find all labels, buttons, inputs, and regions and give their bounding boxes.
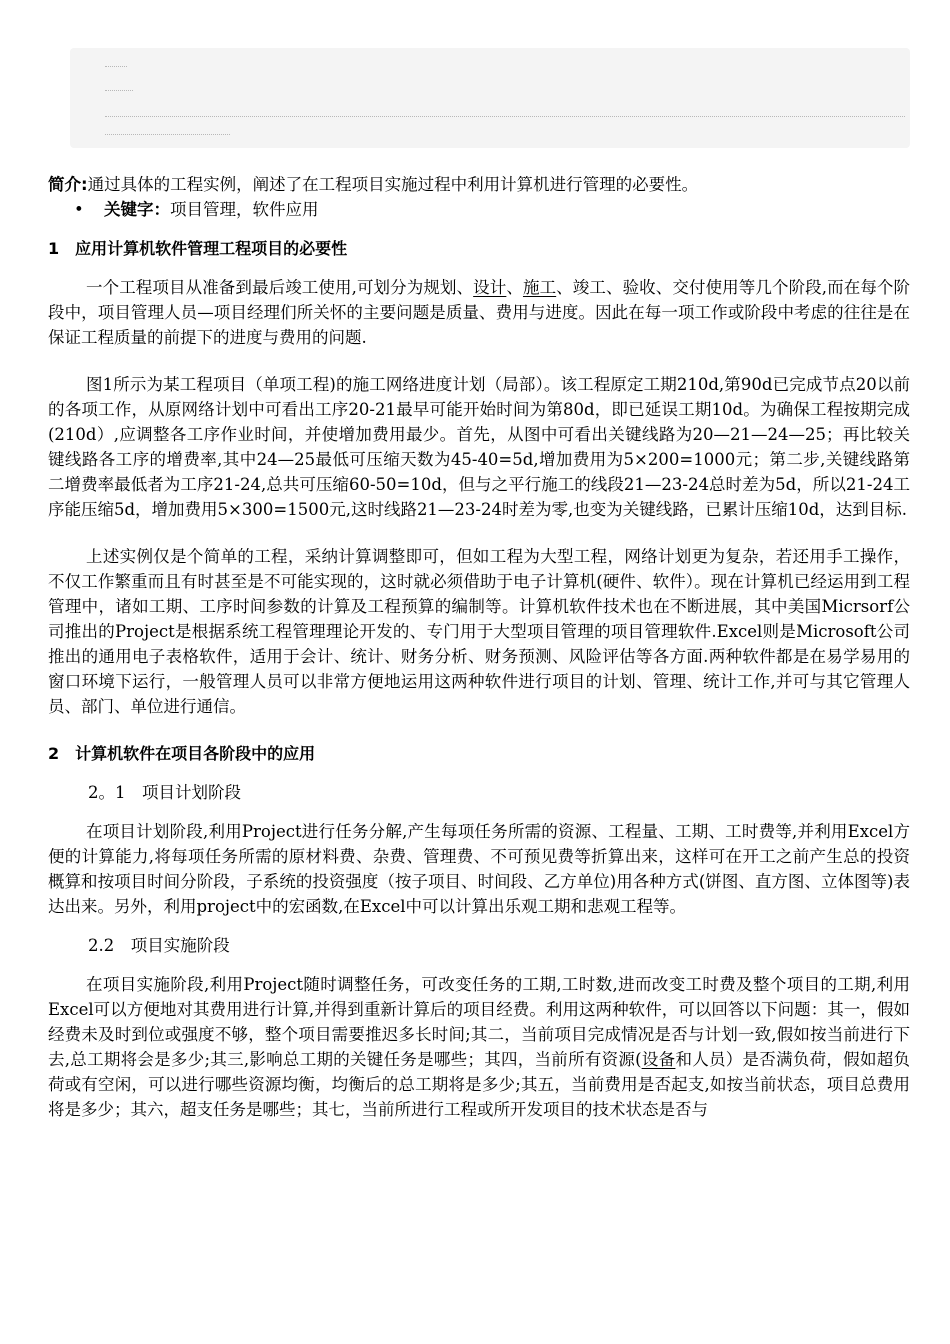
header-rule bbox=[105, 66, 127, 68]
link-design[interactable]: 设计 bbox=[473, 278, 507, 297]
subsection-2-1-heading: 2。1 项目计划阶段 bbox=[88, 783, 241, 802]
header-rule bbox=[105, 134, 230, 136]
keywords bbox=[48, 197, 910, 222]
abstract bbox=[48, 172, 910, 197]
keywords-label: 关键字： bbox=[104, 200, 170, 219]
keywords-text: 项目管理，软件应用 bbox=[170, 200, 319, 219]
document-body bbox=[48, 172, 910, 1122]
abstract-text: 通过具体的工程实例，阐述了在工程项目实施过程中利用计算机进行管理的必要性。 bbox=[87, 175, 699, 194]
link-equipment[interactable]: 设备 bbox=[641, 1050, 676, 1069]
section-2-heading: 2 计算机软件在项目各阶段中的应用 bbox=[48, 744, 316, 763]
header-rule bbox=[105, 90, 133, 92]
subsection-2-1-paragraph: 在项目计划阶段,利用Project进行任务分解,产生每项任务所需的资源、工程量、工期、工时费等,并利用Excel方便的计算能力,将每项任务所需的原材料费、杂费、管理费、不可预见费等折算出来，这样可在开工之前产生总的投资概算和按项目时间分阶段，子系统的投资强度（按子项目、时间段、乙方单位)用各种方式(饼图、直方图、立体图等)表达出来。另外，利用project中的宏函数,在Excel中可以计算出乐观工期和悲观工程等。 bbox=[48, 822, 910, 916]
bullet-icon: • bbox=[74, 200, 84, 219]
section-1-paragraph-2: 图1所示为某工程项目（单项工程)的施工网络进度计划（局部）。该工程原定工期210d,第90d已完成节点20以前的各项工作，从原网络计划中可看出工序20-21最早可能开始时间为第80d，即已延误工期10d。为确保工程按期完成(210d）,应调整各工序作业时间，并使增加费用最少。首先，从图中可看出关键线路为20—21—24—25；再比较关键线路各工序的增费率,其中24—25最低可压缩天数为45-40=5d,增加费用为5×200=1000元；第二步,关键线路第二增费率最低者为工序21-24,总共可压缩60-50=10d，但与之平行施工的线段21—23-24总时差为5d，所以21-24工序能压缩5d，增加费用5×300=1500元,这时线路21—23-24时差为零,也变为关键线路，已累计压缩10d，达到目标. bbox=[48, 375, 910, 519]
header-band bbox=[70, 48, 910, 148]
section-1-paragraph-3: 上述实例仅是个简单的工程，采纳计算调整即可，但如工程为大型工程，网络计划更为复杂，若还用手工操作，不仅工作繁重而且有时甚至是不可能实现的，这时就必须借助于电子计算机(硬件、软件）。现在计算机已经运用到工程管理中，诸如工期、工序时间参数的计算及工程预算的编制等。计算机软件技术也在不断进展，其中美国Micrsorf公司推出的Project是根据系统工程管理理论开发的、专门用于大型项目管理的项目管理软件.Excel则是Microsoft公司推出的通用电子表格软件，适用于会计、统计、财务分析、财务预测、风险评估等各方面.两种软件都是在易学易用的窗口环境下运行，一般管理人员可以非常方便地运用这两种软件进行项目的计划、管理、统计工作,并可与其它管理人员、部门、单位进行通信。 bbox=[48, 547, 910, 716]
section-1-paragraph-1: 一个工程项目从准备到最后竣工使用,可划分为规划、设计、施工、竣工、验收、交付使用等几个阶段,而在每个阶段中，项目管理人员—项目经理们所关怀的主要问题是质量、费用与进度。因此在每一项工作或阶段中考虑的往往是在保证工程质量的前提下的进度与费用的问题. bbox=[48, 278, 911, 347]
subsection-2-2-paragraph: 在项目实施阶段,利用Project随时调整任务，可改变任务的工期,工时数,进而改变工时费及整个项目的工期,利用Excel可以方便地对其费用进行计算,并得到重新计算后的项目经费。利用这两种软件，可以回答以下问题：其一，假如经费未及时到位或强度不够，整个项目需要推迟多长时间;其二，当前项目完成情况是否与计划一致,假如按当前进行下去,总工期将会是多少;其三,影响总工期的关键任务是哪些；其四，当前所有资源(设备和人员）是否满负荷，假如超负荷或有空闲，可以进行哪些资源均衡，均衡后的总工期将是多少;其五，当前费用是否起支,如按当前状态，项目总费用将是多少；其六，超支任务是哪些；其七，当前所进行工程或所开发项目的技术状态是否与 bbox=[48, 975, 910, 1119]
section-1-heading: 1 应用计算机软件管理工程项目的必要性 bbox=[48, 239, 348, 258]
subsection-2-2-heading: 2.2 项目实施阶段 bbox=[88, 936, 230, 955]
link-construction[interactable]: 施工 bbox=[522, 278, 557, 297]
header-rule bbox=[105, 116, 905, 118]
abstract-label: 简介: bbox=[48, 175, 88, 194]
